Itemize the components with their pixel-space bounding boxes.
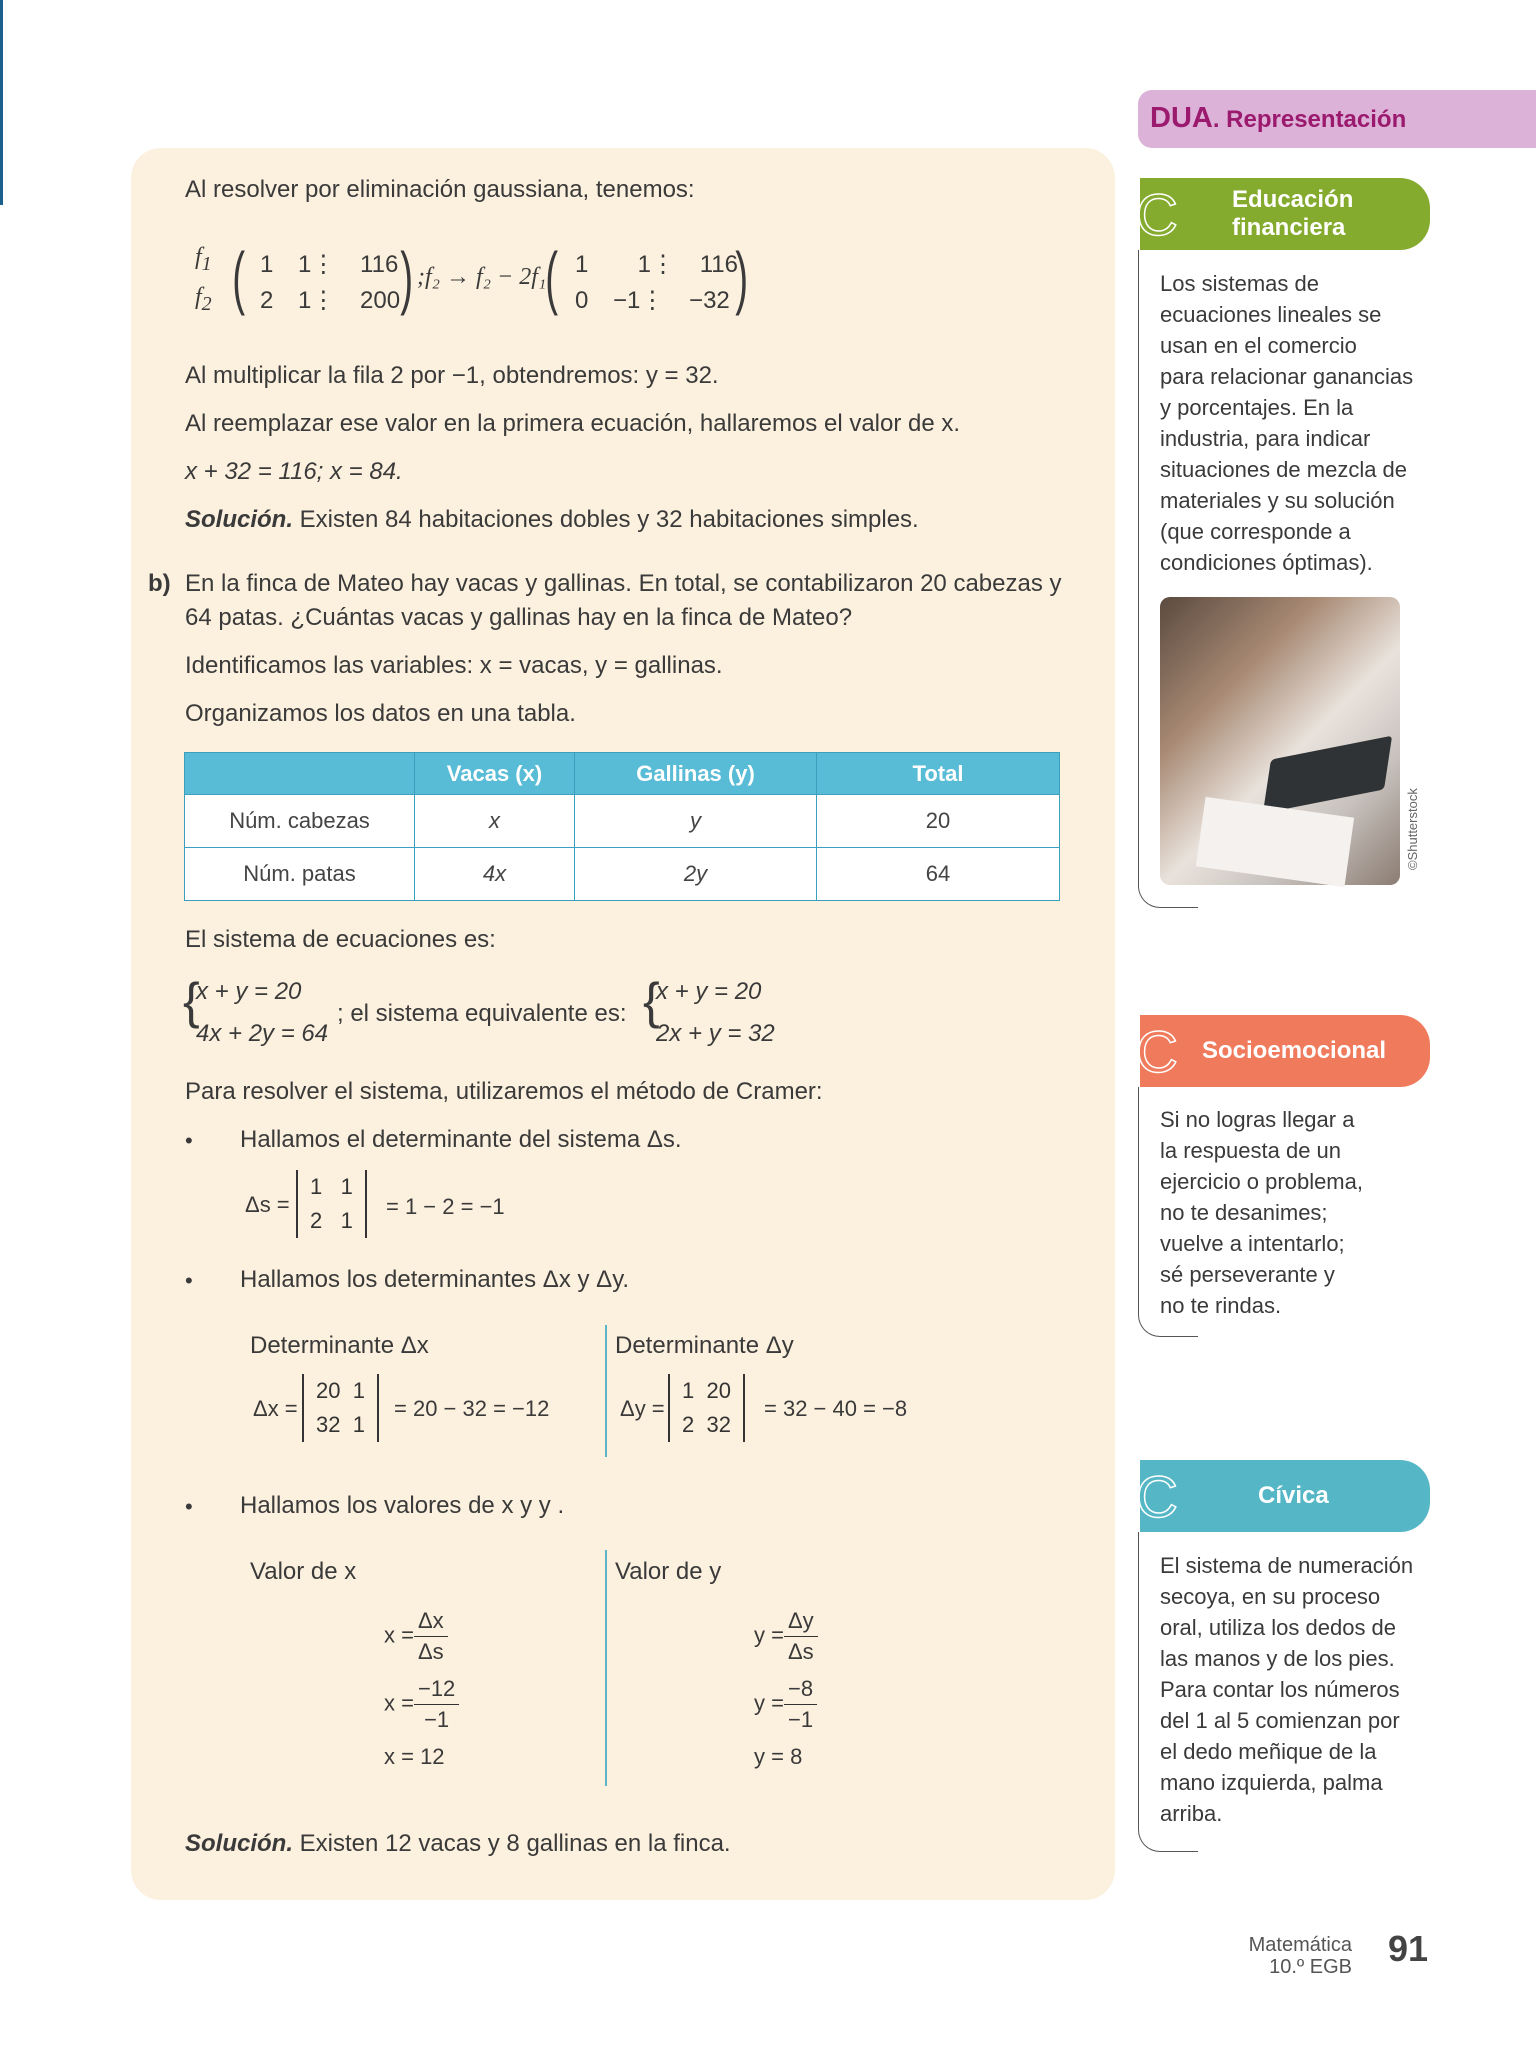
bullet-values: Hallamos los valores de x y y . bbox=[240, 1492, 565, 1519]
table-cell: Núm. cabezas bbox=[185, 795, 415, 848]
line-multiply: Al multiplicar la fila 2 por −1, obtendremos: y = 32. bbox=[185, 362, 719, 389]
solution-text: Existen 84 habitaciones dobles y 32 habitaciones simples. bbox=[293, 506, 919, 533]
table-cell: x bbox=[415, 795, 575, 848]
system1-eq1: x + y = 20 bbox=[196, 978, 302, 1005]
valy-title: Valor de y bbox=[615, 1558, 722, 1585]
detx-result: = 20 − 32 = −12 bbox=[394, 1396, 550, 1421]
valy-result: y = 8 bbox=[754, 1744, 803, 1769]
table-header bbox=[185, 753, 415, 795]
photo-credit: ©Shutterstock bbox=[1405, 788, 1420, 870]
table-cell: 4x bbox=[415, 848, 575, 901]
valy-frac1: y = $\frac{\Delta y}{\Delta s}$ bbox=[754, 1606, 818, 1667]
item-b-label: b) bbox=[148, 570, 171, 597]
civica-header bbox=[1124, 1460, 1430, 1532]
socio-text: Si no logras llegar a la respuesta de un ejercicio o problema, no te desanimes; vuelve a intentarlo; sé perseverante y no te rindas. bbox=[1160, 1107, 1363, 1318]
solution-b bbox=[185, 1830, 731, 1858]
divider bbox=[605, 1550, 607, 1786]
dua-strong: DUA bbox=[1150, 102, 1213, 134]
ic-logo-icon: IC bbox=[1124, 1465, 1174, 1530]
dety-determinant: 1 20 2 32 bbox=[668, 1374, 745, 1442]
table-header: Gallinas (y) bbox=[575, 753, 817, 795]
fin-title2: financiera bbox=[1232, 214, 1346, 241]
solution-a bbox=[185, 506, 919, 534]
cramer-text: Para resolver el sistema, utilizaremos el método de Cramer: bbox=[185, 1078, 823, 1105]
table-row bbox=[185, 795, 1060, 848]
item-b-text1: En la finca de Mateo hay vacas y gallinas. En total, se contabilizaron 20 cabezas y bbox=[185, 570, 1062, 597]
solution-text: Existen 12 vacas y 8 gallinas en la finca. bbox=[293, 1830, 731, 1857]
valx-frac1: x = $\frac{\Delta x}{\Delta s}$ bbox=[384, 1606, 448, 1667]
finance-photo bbox=[1160, 597, 1400, 885]
valx-title: Valor de x bbox=[250, 1558, 357, 1585]
system2-eq1: x + y = 20 bbox=[656, 978, 762, 1005]
civica-title: Cívica bbox=[1258, 1482, 1329, 1509]
solution-label: Solución. bbox=[185, 506, 293, 533]
detx-label: Δx = bbox=[253, 1396, 298, 1421]
table-cell: 64 bbox=[817, 848, 1060, 901]
page-edge-line bbox=[0, 0, 3, 205]
civica-text: El sistema de numeración secoya, en su proceso oral, utiliza los dedos de las manos y de los pies. Para contar los números del 1 al 5 comienzan por el dedo meñique de la mano izquierda, palma arriba. bbox=[1160, 1553, 1414, 1826]
fin-title1: Educación bbox=[1232, 186, 1354, 213]
organize-text: Organizamos los datos en una tabla. bbox=[185, 700, 576, 727]
system-middle: ; el sistema equivalente es: bbox=[337, 1000, 627, 1027]
system1-eq2: 4x + 2y = 64 bbox=[196, 1020, 329, 1047]
ds-result: = 1 − 2 = −1 bbox=[386, 1194, 505, 1219]
intro-text: Al resolver por eliminación gaussiana, tenemos: bbox=[185, 176, 695, 203]
divider bbox=[605, 1325, 607, 1457]
fin-text: Los sistemas de ecuaciones lineales se usan en el comercio para relacionar ganancias y porcentajes. En la industria, para indicar situaciones de mezcla de materiales y su solución (que corresponde a condiciones óptimas). bbox=[1160, 271, 1414, 575]
line-result: x + 32 = 116; x = 84. bbox=[185, 458, 403, 485]
ic-logo-icon: IC bbox=[1124, 1020, 1174, 1085]
table-row bbox=[185, 848, 1060, 901]
system2-eq2: 2x + y = 32 bbox=[656, 1020, 775, 1047]
table-cell: 20 bbox=[817, 795, 1060, 848]
line-replace: Al reemplazar ese valor en la primera ecuación, hallaremos el valor de x. bbox=[185, 410, 961, 437]
ic-logo-icon: IC bbox=[1124, 183, 1174, 248]
table-cell: 2y bbox=[575, 848, 817, 901]
table-header: Vacas (x) bbox=[415, 753, 575, 795]
footer-subject: Matemática 10.º EGB bbox=[1248, 1934, 1352, 1978]
dety-label: Δy = bbox=[620, 1396, 665, 1421]
bullet-dxdy: Hallamos los determinantes Δx y Δy. bbox=[240, 1266, 630, 1293]
row-operation: ;f₂ → f₂ − 2f₁ bbox=[417, 264, 547, 290]
item-b-text2: 64 patas. ¿Cuántas vacas y gallinas hay en la finca de Mateo? bbox=[185, 604, 853, 631]
data-table bbox=[184, 752, 1060, 901]
detx-determinant: 20 1 32 1 bbox=[302, 1374, 379, 1442]
valx-result: x = 12 bbox=[384, 1744, 445, 1769]
valx-frac2: x = $\frac{-12}{-1}$ bbox=[384, 1674, 459, 1735]
bullet-ds: Hallamos el determinante del sistema Δs. bbox=[240, 1126, 682, 1153]
table-cell: y bbox=[575, 795, 817, 848]
gauss-matrix: $f_1$ $f_2$ ( 1 1⋮ 116 2 1⋮ 200 ) ;f₂ → f₂ − 2f₁ ( 1 1⋮ 116 0 −1⋮ −32 ) bbox=[195, 238, 749, 316]
fin-header bbox=[1124, 178, 1430, 250]
socio-title: Socioemocional bbox=[1202, 1037, 1387, 1064]
variables-text: Identificamos las variables: x = vacas, y = gallinas. bbox=[185, 652, 723, 679]
dua-label: . Representación bbox=[1212, 106, 1407, 133]
dety-result: = 32 − 40 = −8 bbox=[764, 1396, 908, 1421]
detx-title: Determinante Δx bbox=[250, 1332, 429, 1359]
valy-frac2: y = $\frac{-8}{-1}$ bbox=[754, 1674, 817, 1735]
solution-label: Solución. bbox=[185, 1830, 293, 1857]
page-number: 91 bbox=[1388, 1928, 1429, 1969]
dua-banner bbox=[1138, 90, 1536, 148]
ds-determinant: 1 1 2 1 bbox=[296, 1170, 367, 1238]
socio-header bbox=[1124, 1015, 1430, 1087]
system-intro: El sistema de ecuaciones es: bbox=[185, 926, 496, 953]
table-cell: Núm. patas bbox=[185, 848, 415, 901]
dety-title: Determinante Δy bbox=[615, 1332, 794, 1359]
table-header: Total bbox=[817, 753, 1060, 795]
ds-label: Δs = bbox=[245, 1192, 290, 1217]
table-header-row bbox=[185, 753, 1060, 795]
